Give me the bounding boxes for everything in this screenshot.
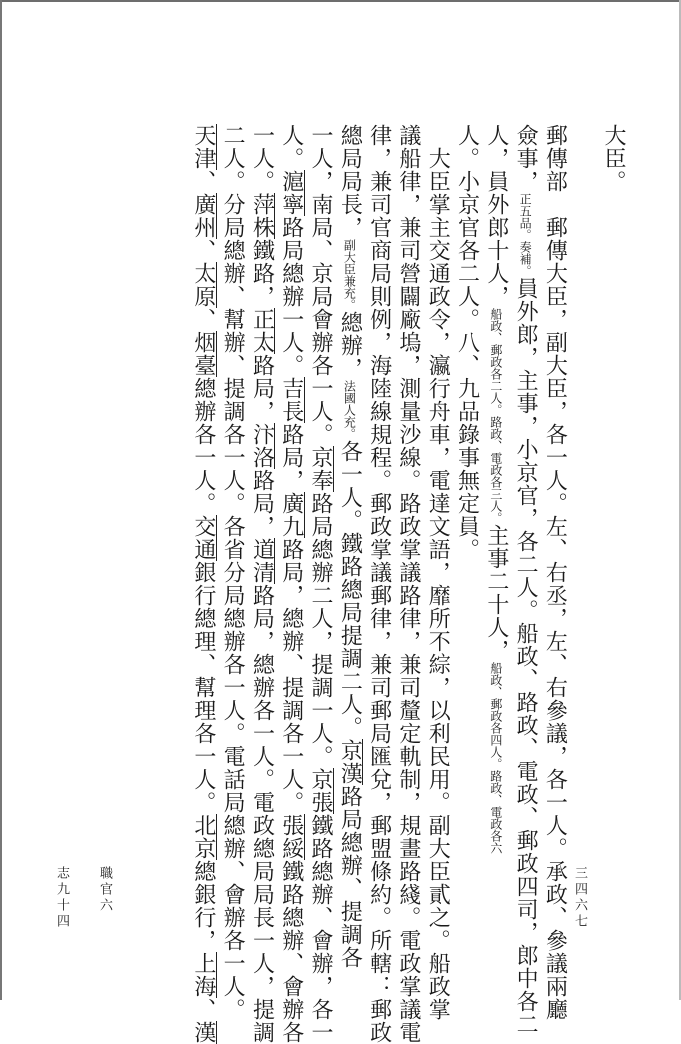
text-column: 大臣掌主交通政令，瀛行舟車，電達文語，靡所不綜，以利民用。副大臣貳之。船政掌 — [425, 124, 451, 1021]
text-column: 大臣。 — [601, 124, 626, 193]
page-edge-left — [0, 0, 2, 1000]
text-column: 二人。分局總辦、幫辦、提調各一人。各省分局總辦各一人。電話局總辦、會辦各一人。 — [220, 124, 246, 1021]
text-column: 總局局長，副大臣兼充。總辦，法國人充。各一人。鐵路總局提調二人。京漢路局總辦、提調各 — [337, 124, 363, 969]
section-label: 職官六 — [97, 866, 112, 914]
page-edge-top — [0, 0, 681, 2]
text-column: 人。小京官各二人。八、九品錄事無定員。 — [454, 124, 480, 561]
text-column: 律，兼司官商局則例，海陸線規程。郵政掌議郵律，兼司郵局匯兌，郵盟條約。所轄：郵政 — [366, 124, 392, 1044]
text-column: 一人，南局、京局會辦各一人。京奉路局總辦二人，提調一人。京張鐵路總辦、會辦，各一 — [308, 124, 334, 1044]
page-number: 三四六七 — [572, 866, 587, 930]
text-column: 議船律，兼司營闢廠塢，測量沙線。路政掌議路律，兼司釐定軌制，規畫路綫。電政掌議電 — [395, 124, 421, 1044]
text-column: 人。滬寧路局總辦一人。吉長路局，廣九路局，總辦、提調各一人。張綏鐵路總辦、會辦各 — [278, 124, 304, 1044]
text-column: 人，員外郎十人，船政、郵政各二人。路政、電政各三人。主事二十人，船政、郵政各四人。路政、電政各六 — [483, 124, 509, 854]
text-column — [569, 124, 598, 824]
text-column: 天津、廣州、太原、烟臺總辦各一人。交通銀行總理、幫理各一人。北京總銀行，上海、漢 — [190, 124, 216, 1044]
text-column: 一人。萍株鐵路，正太路局，汴洛路局，道清路局，總辦各一人。電政總局局長一人，提調 — [249, 124, 275, 1044]
text-column: 僉事，正五品。奏補。員外郎，主事，小京官，各二人。船政、路政、電政、郵政四司，郎中各二 — [513, 124, 539, 1036]
volume-label: 志九十四 — [54, 866, 69, 930]
text-column: 郵傳部 郵傳大臣，副大臣，各一人。左、右丞，左、右參議，各一人。承政、參議兩廳 — [542, 124, 568, 1021]
